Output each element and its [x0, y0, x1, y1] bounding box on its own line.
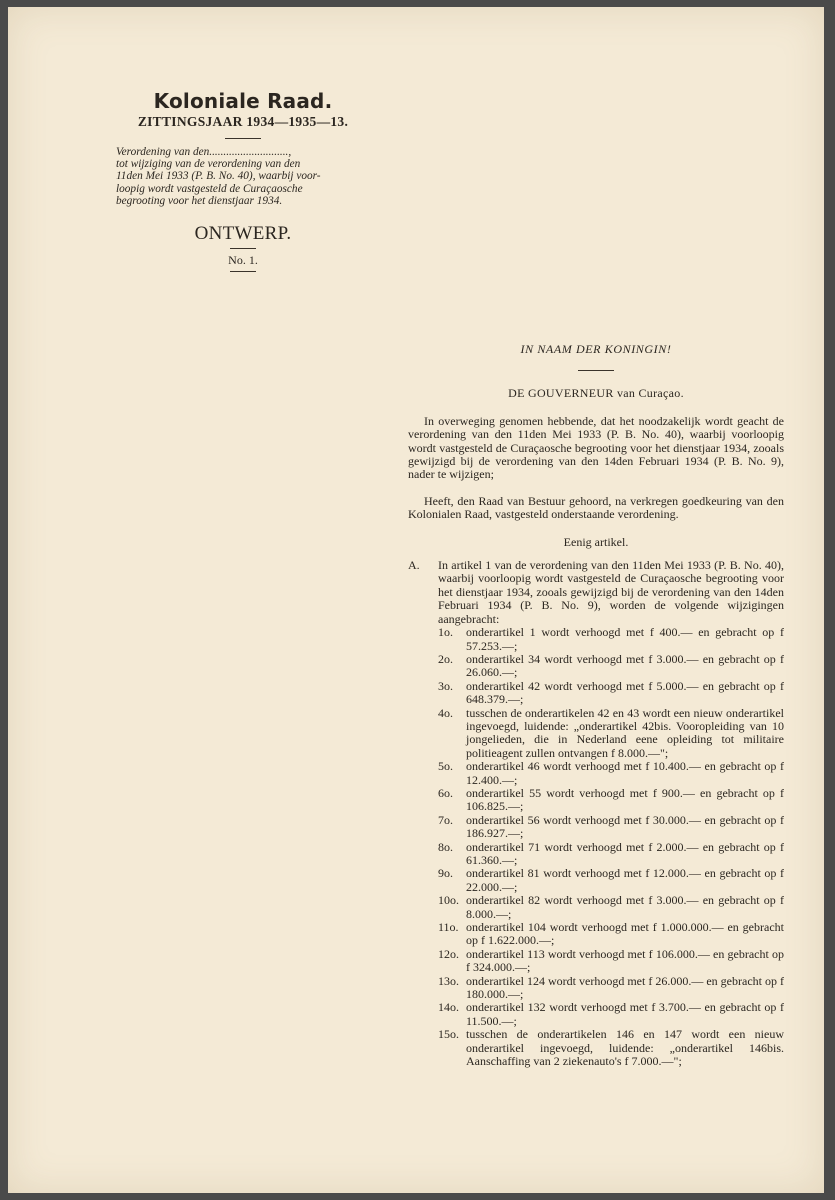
list-item [438, 867, 784, 894]
list-item [438, 626, 784, 653]
header-block [108, 89, 378, 272]
item-text: onderartikel 46 wordt verhoogd met f 10.400.— en gebracht op f 12.400.—; [466, 759, 784, 787]
draft-label: ONTWERP. [194, 223, 292, 245]
item-number: 1o. [438, 625, 453, 640]
ordinance-title [116, 146, 378, 207]
list-item [438, 975, 784, 1002]
divider [578, 370, 614, 371]
ordinance-body [408, 343, 784, 1069]
list-item [438, 948, 784, 975]
list-item [438, 653, 784, 680]
item-text: onderartikel 42 wordt verhoogd met f 5.000.— en gebracht op f 648.379.—; [466, 678, 784, 707]
item-number: 2o. [438, 651, 453, 666]
item-number: 9o. [438, 866, 453, 881]
item-number: 6o. [438, 785, 453, 800]
list-item [438, 921, 784, 948]
item-number: 11o. [438, 920, 459, 935]
list-item [438, 787, 784, 814]
document-number: No. 1. [228, 253, 258, 268]
list-item [438, 680, 784, 707]
item-number: 4o. [438, 705, 453, 720]
item-number: 3o. [438, 678, 453, 693]
title-line: Verordening van den............................, [116, 146, 292, 158]
item-text: tusschen de onderartikelen 42 en 43 wordt een nieuw onderartikel ingevoegd, luidende: „onderartikel 42bis. Vooropleiding van 10 jongelieden, die in Nederland eene opleiding tot militaire politieagent zullen ontvangen f 8.000.—"; [466, 705, 784, 760]
list-item [438, 814, 784, 841]
item-text: onderartikel 82 wordt verhoogd met f 3.000.— en gebracht op f 8.000.—; [466, 893, 784, 921]
list-item [438, 841, 784, 868]
item-number: 15o. [438, 1027, 459, 1042]
title-line: tot wijziging van de verordening van den [116, 158, 301, 171]
title-line: 11den Mei 1933 (P. B. No. 40), waarbij voor- [116, 170, 321, 183]
list-item [438, 1028, 784, 1068]
item-number: 12o. [438, 946, 459, 961]
session-year: ZITTINGSJAAR 1934—1935—13. [137, 114, 349, 129]
item-text: onderartikel 81 wordt verhoogd met f 12.000.— en gebracht op f 22.000.—; [466, 866, 784, 894]
document-page [8, 7, 824, 1193]
item-text: onderartikel 124 wordt verhoogd met f 26.000.— en gebracht op f 180.000.—; [466, 973, 784, 1002]
list-item [438, 760, 784, 787]
item-text: onderartikel 56 wordt verhoogd met f 30.000.— en gebracht op f 186.927.—; [466, 812, 784, 841]
item-number: 13o. [438, 973, 459, 988]
invocation: IN NAAM DER KONINGIN! [520, 342, 672, 356]
item-number: 5o. [438, 759, 453, 774]
decision-paragraph: Heeft, den Raad van Bestuur gehoord, na verkregen goedkeuring van den Kolonialen Raad, vastgesteld onderstaande verordening. [408, 493, 784, 522]
section-a [408, 559, 784, 1068]
list-item [438, 894, 784, 921]
item-number: 8o. [438, 839, 453, 854]
item-text: onderartikel 34 wordt verhoogd met f 3.000.— en gebracht op f 26.060.—; [466, 651, 784, 680]
council-name: Koloniale Raad. [153, 89, 333, 113]
item-number: 7o. [438, 812, 453, 827]
divider [230, 248, 256, 249]
considering-paragraph: In overweging genomen hebbende, dat het noodzakelijk wordt geacht de verordening van den 11den Mei 1933 (P. B. No. 40), waarbij voorloopig wordt vastgesteld de Curaçaosche begrooting voor het dienstjaar 1934, zooals gewijzigd bij de verordening van den 14den Februari 1934 (P. B. No. 9), nader te wijzigen; [408, 413, 784, 482]
item-text: onderartikel 113 wordt verhoogd met f 106.000.— en gebracht op f 324.000.—; [466, 946, 784, 975]
section-intro: In artikel 1 van de verordening van den 11den Mei 1933 (P. B. No. 40), waarbij voorloopig wordt vastgesteld de Curaçaosche begrooting voor het dienstjaar 1934, zooals gewijzigd bij de verordening van den 14den Februari 1934 (P. B. No. 9), worden de volgende wijzigingen aangebracht: [438, 558, 784, 626]
title-line: begrooting voor het dienstjaar 1934. [116, 194, 283, 207]
item-number: 14o. [438, 1000, 459, 1015]
list-item [438, 707, 784, 761]
item-text: tusschen de onderartikelen 146 en 147 wordt een nieuw onderartikel ingevoegd, luidende: „onderartikel 146bis. Aanschaffing van 2 ziekenauto's f 7.000.—"; [466, 1027, 784, 1069]
title-line: loopig wordt vastgesteld de Curaçaosche [116, 182, 303, 195]
item-text: onderartikel 132 wordt verhoogd met f 3.700.— en gebracht op f 11.500.—; [466, 1000, 784, 1028]
item-text: onderartikel 104 wordt verhoogd met f 1.000.000.— en gebracht op f 1.622.000.—; [466, 920, 784, 948]
list-item [438, 1001, 784, 1028]
divider [225, 138, 261, 139]
article-title: Eenig artikel. [563, 534, 629, 549]
item-text: onderartikel 55 wordt verhoogd met f 900.— en gebracht op f 106.825.—; [466, 785, 784, 814]
governor-line: DE GOUVERNEUR van Curaçao. [508, 386, 684, 401]
section-label: A. [408, 558, 420, 573]
item-text: onderartikel 71 wordt verhoogd met f 2.000.— en gebracht op f 61.360.—; [466, 839, 784, 867]
item-number: 10o. [438, 893, 459, 908]
divider [230, 271, 256, 272]
item-text: onderartikel 1 wordt verhoogd met f 400.— en gebracht op f 57.253.—; [466, 625, 784, 653]
